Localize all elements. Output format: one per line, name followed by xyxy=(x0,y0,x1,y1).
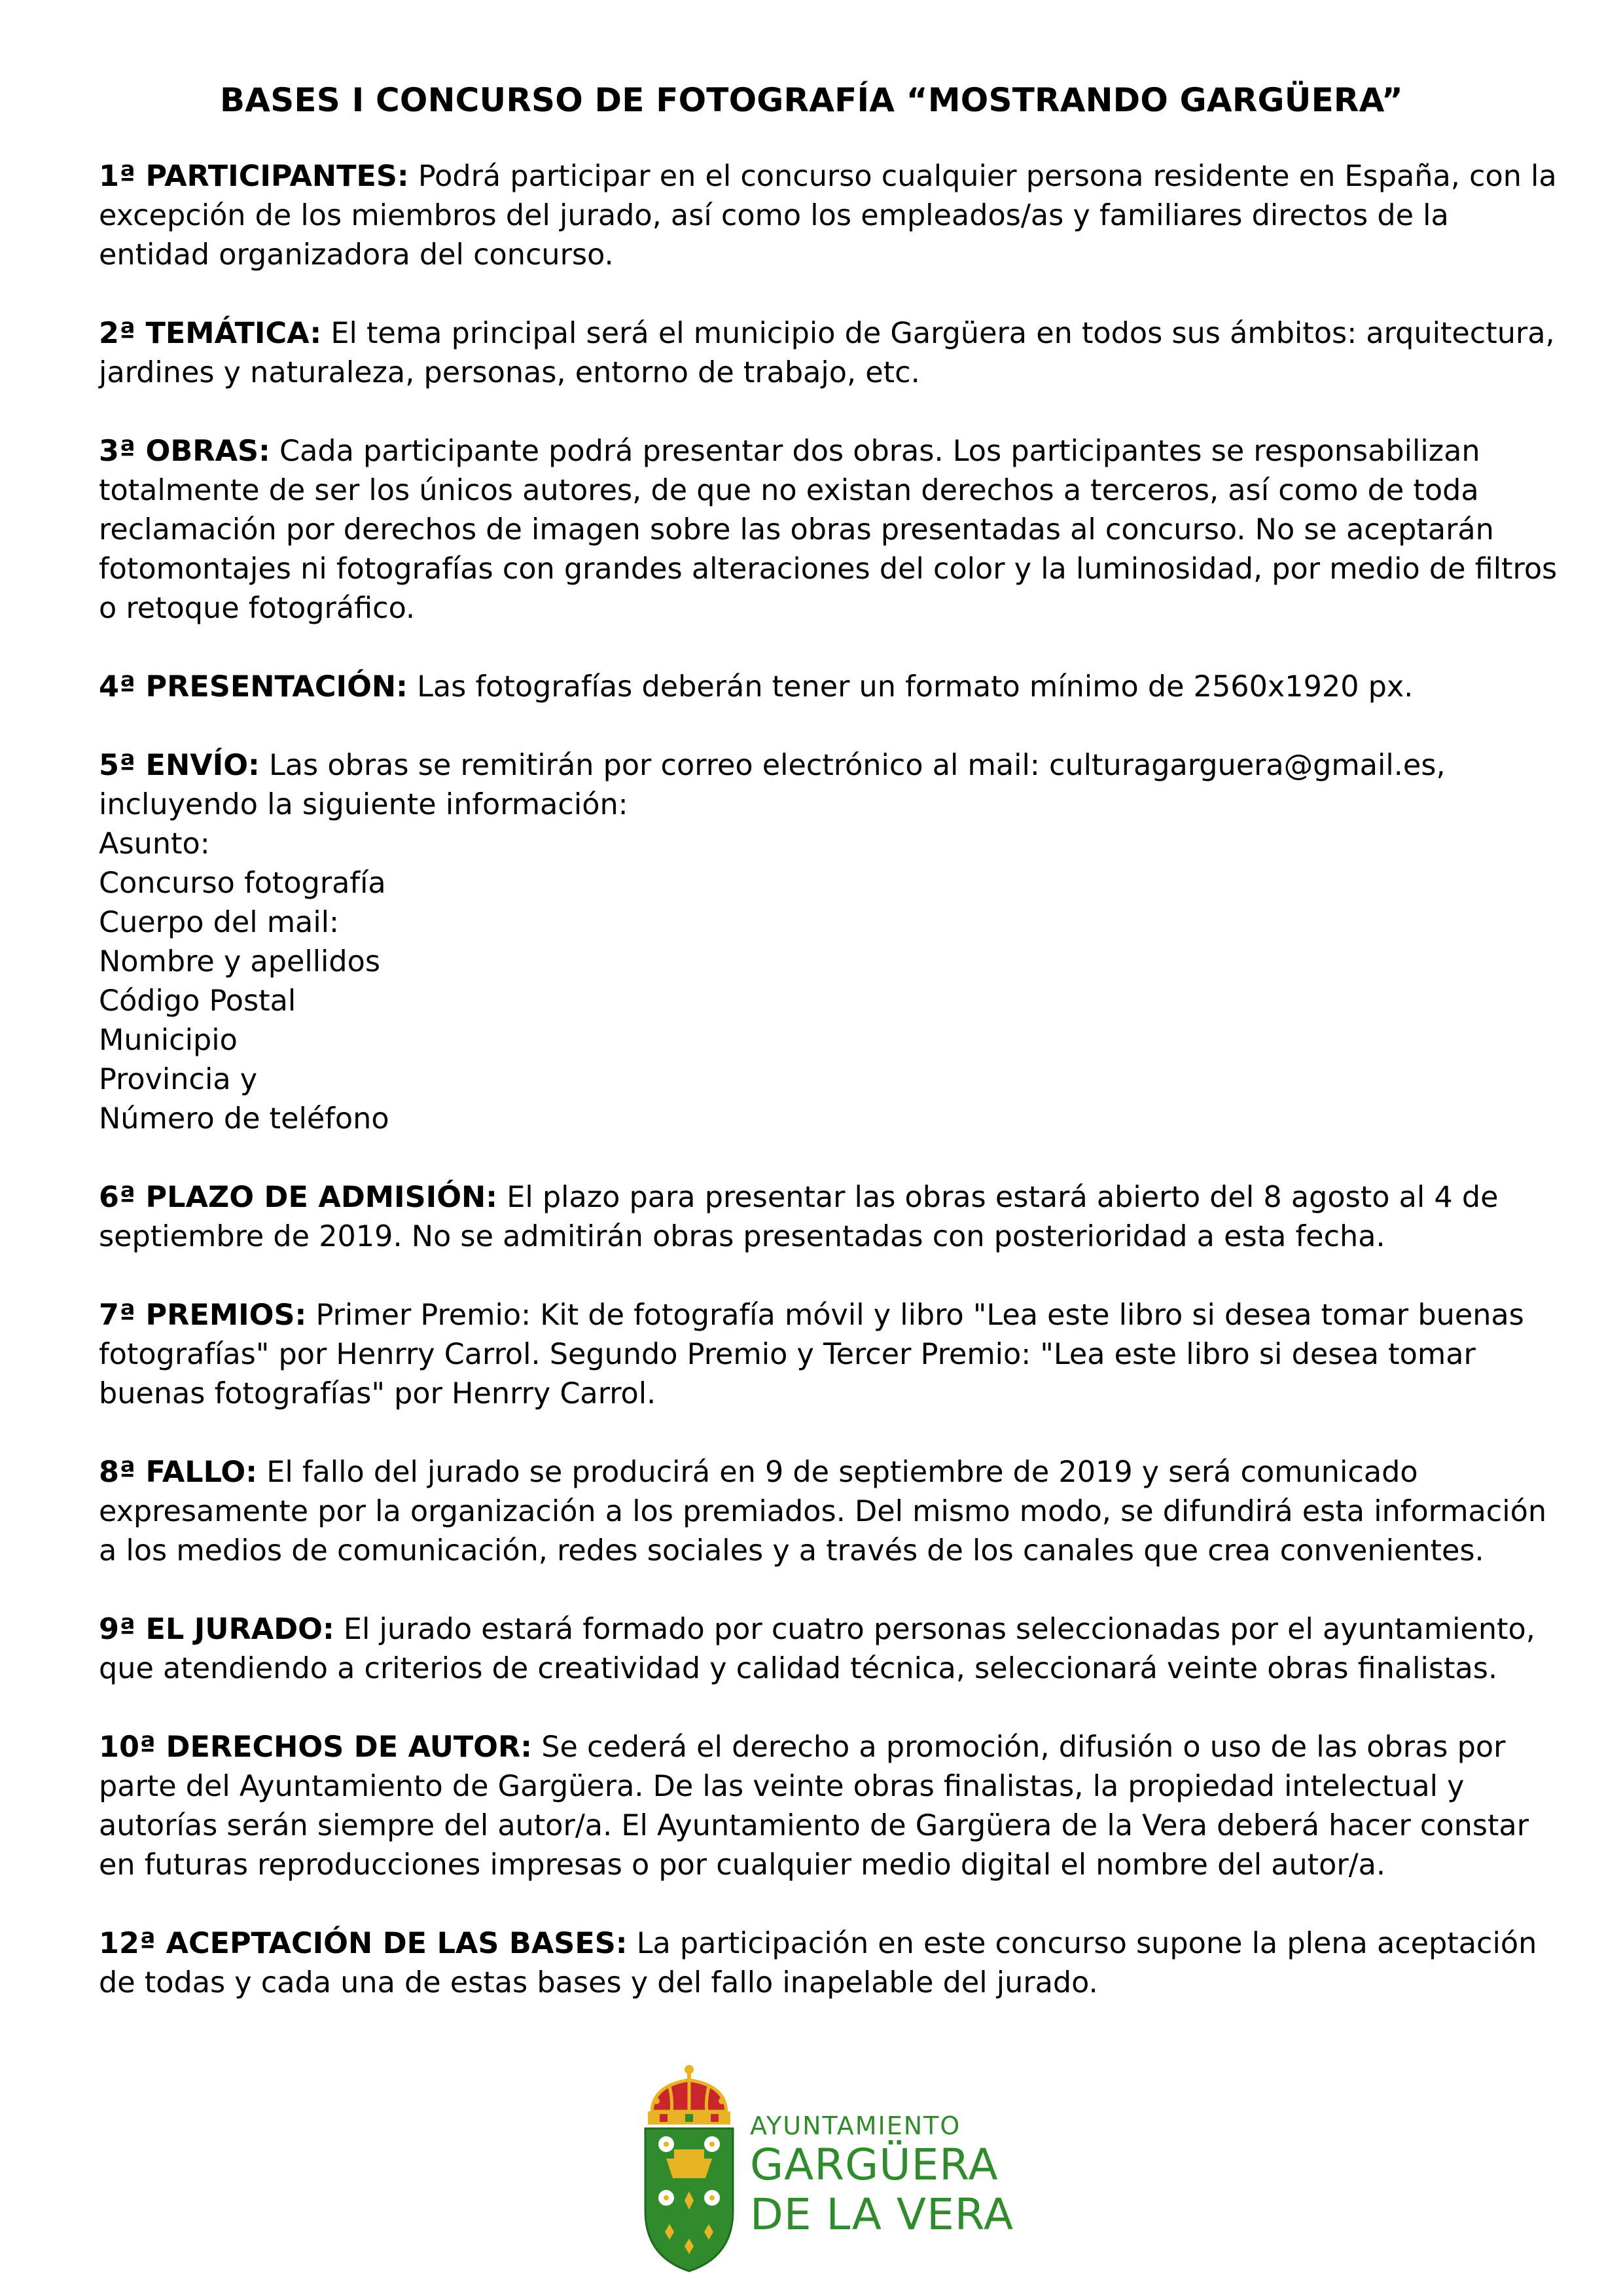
section-plazo xyxy=(99,1178,1558,1257)
section-text: Cada participante podrá presentar dos obras. Los participantes se responsabilizan totalmente de ser los únicos autores, de que no existan derechos a terceros, así como de toda reclamación por derechos de imagen sobre las obras presentadas al concurso. No se aceptarán fotomontajes ni fotografías con grandes alteraciones del color y la luminosidad, por medio de filtros o retoque fotográfico. xyxy=(99,435,1558,625)
section-obras xyxy=(99,432,1558,628)
section-text: El jurado estará formado por cuatro personas seleccionadas por el ayuntamiento, que atendiendo a criterios de creatividad y calidad técnica, seleccionará veinte obras finalistas. xyxy=(99,1613,1535,1685)
section-tematica xyxy=(99,314,1558,393)
info-line-concurso: Concurso fotografía xyxy=(99,867,386,900)
info-line-telefono: Número de teléfono xyxy=(99,1102,389,1136)
section-aceptacion xyxy=(99,1924,1558,2003)
section-text: El plazo para presentar las obras estará abierto del 8 agosto al 4 de septiembre de 2019. No se admitirán obras presentadas con posterioridad a esta fecha. xyxy=(99,1181,1499,1253)
section-heading: 1ª PARTICIPANTES: xyxy=(99,160,409,193)
section-heading: 7ª PREMIOS: xyxy=(99,1299,307,1332)
coat-of-arms-icon xyxy=(640,2060,738,2276)
section-heading: 12ª ACEPTACIÓN DE LAS BASES: xyxy=(99,1927,628,1960)
section-text: Primer Premio: Kit de fotografía móvil y libro "Lea este libro si desea tomar buenas fotografías" por Henrry Carrol. Segundo Premio y Tercer Premio: "Lea este libro si desea tomar buenas fotografías" por Henrry Carrol. xyxy=(99,1299,1524,1410)
section-heading: 3ª OBRAS: xyxy=(99,435,270,468)
section-text: El tema principal será el municipio de Gargüera en todos sus ámbitos: arquitectura, jardines y naturaleza, personas, entorno de trabajo, etc. xyxy=(99,317,1555,389)
section-premios xyxy=(99,1296,1558,1414)
info-line-codigo-postal: Código Postal xyxy=(99,984,296,1018)
section-text: Las fotografías deberán tener un formato mínimo de 2560x1920 px. xyxy=(417,670,1414,704)
info-line-cuerpo: Cuerpo del mail: xyxy=(99,906,340,939)
logo-text xyxy=(750,2111,1014,2240)
section-text: Las obras se remitirán por correo electrónico al mail: culturagarguera@gmail.es, incluyendo la siguiente información: xyxy=(99,749,1446,821)
section-heading: 9ª EL JURADO: xyxy=(99,1613,334,1646)
section-heading: 2ª TEMÁTICA: xyxy=(99,317,322,350)
logo-line-garguera: GARGÜERA xyxy=(750,2140,999,2190)
section-participantes xyxy=(99,157,1558,275)
section-heading: 6ª PLAZO DE ADMISIÓN: xyxy=(99,1181,498,1214)
ayuntamiento-logo xyxy=(640,2060,1014,2276)
section-heading: 5ª ENVÍO: xyxy=(99,749,260,782)
section-presentacion xyxy=(99,668,1558,707)
info-line-provincia: Provincia y xyxy=(99,1063,258,1096)
section-heading: 8ª FALLO: xyxy=(99,1456,258,1489)
section-heading: 10ª DERECHOS DE AUTOR: xyxy=(99,1731,533,1764)
section-text: El fallo del jurado se producirá en 9 de septiembre de 2019 y será comunicado expresamente por la organización a los premiados. Del mismo modo, se difundirá esta información a los medios de comunicación, redes sociales y a través de los canales que crea convenientes. xyxy=(99,1456,1547,1568)
logo-line-ayuntamiento: AYUNTAMIENTO xyxy=(750,2111,961,2140)
section-jurado xyxy=(99,1610,1558,1689)
info-line-municipio: Municipio xyxy=(99,1024,238,1057)
logo-line-de-la-vera: DE LA VERA xyxy=(750,2189,1014,2240)
section-derechos xyxy=(99,1728,1558,1885)
section-heading: 4ª PRESENTACIÓN: xyxy=(99,670,408,704)
section-text: La participación en este concurso supone la plena aceptación de todas y cada una de estas bases y del fallo inapelable del jurado. xyxy=(99,1927,1537,2000)
info-line-asunto: Asunto: xyxy=(99,827,210,861)
info-line-nombre: Nombre y apellidos xyxy=(99,945,381,978)
section-envio xyxy=(99,746,1558,1139)
document-body xyxy=(99,157,1558,2042)
section-text: Se cederá el derecho a promoción, difusión o uso de las obras por parte del Ayuntamiento de Gargüera. De las veinte obras finalistas, la propiedad intelectual y autorías serán siempre del autor/a. El Ayuntamiento de Gargüera de la Vera deberá hacer constar en futuras reproducciones impresas o por cualquier medio digital el nombre del autor/a. xyxy=(99,1731,1529,1882)
section-fallo xyxy=(99,1453,1558,1571)
document-title: BASES I CONCURSO DE FOTOGRAFÍA “MOSTRANDO GARGÜERA” xyxy=(219,81,1403,119)
section-text: Podrá participar en el concurso cualquier persona residente en España, con la excepción de los miembros del jurado, así como los empleados/as y familiares directos de la entidad organizadora del concurso. xyxy=(99,160,1557,272)
